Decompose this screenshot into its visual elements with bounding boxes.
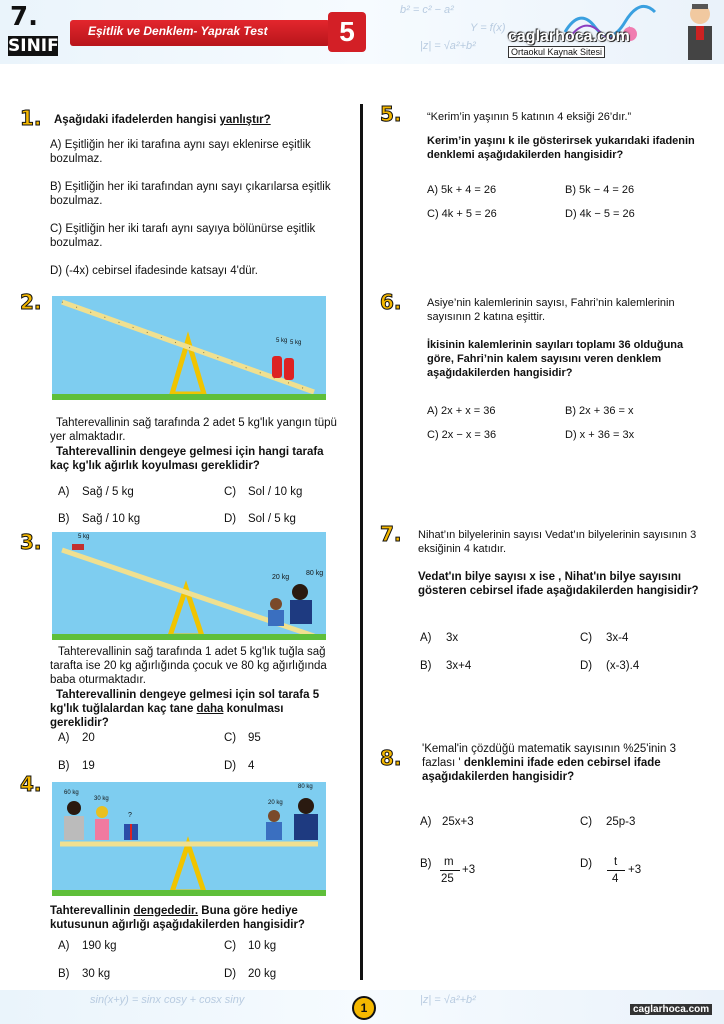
option-text: +3 [628,864,642,876]
column-divider [360,104,363,980]
weight-label: 20 kg [272,574,290,581]
option-text: 4 [248,760,255,772]
option: B) Eşitliğin her iki tarafından aynı sayı çıkarılarsa eşitlik bozulmaz. [50,181,331,207]
question-number: 2. [20,290,42,314]
option-letter: B) [58,513,70,525]
math-decoration: sin(x+y) = sinx cosy + cosx siny [90,994,245,1006]
question-text: Tahterevallinin sağ tarafında 1 adet 5 kg'lık tuğla sağ tarafta ise 20 kg ağırlığında çocuk ve 80 kg ağırlığında baba oturmaktadır. [50,646,327,686]
question-quote: “Kerim’in yaşının 5 katının 4 eksiği 26’dır.” [427,111,632,123]
option: A) 2x + x = 36 [427,405,496,417]
question-number: 7. [380,522,402,546]
math-decoration: b² = c² − a² [400,4,454,16]
option-letter: C) [224,940,237,952]
option: D) (-4x) cebirsel ifadesinde katsayı 4'dür. [50,265,259,277]
footer-site-link[interactable]: caglarhoca.com [630,1004,712,1015]
option-letter: C) [224,486,237,498]
option-letter: D) [224,968,237,980]
grade-number: 7. [10,2,38,32]
question-prompt: Tahterevallinin dengeye gelmesi için sol tarafa 5 kg'lık tuğlalardan kaç tane daha konulması gereklidir? [50,689,320,729]
option: C) 2x − x = 36 [427,429,497,441]
option-text: (x-3).4 [606,660,640,672]
seesaw-illustration [52,532,326,640]
fraction-bar [607,870,625,871]
question-prompt: Tahterevallinin dengededir. Buna göre hediye kutusunun ağırlığı aşağıdakilerden hangisidir? [50,905,305,931]
option-text: 25x+3 [442,816,474,828]
option-text: Sağ / 5 kg [82,486,134,498]
option-letter: A) [420,816,432,828]
option: A) 5k + 4 = 26 [427,184,497,196]
option-text: 3x-4 [606,632,629,644]
math-decoration: |z| = √a²+b² [420,40,476,52]
question-prompt: 'Kemal'in çözdüğü matematik sayısının %25'inin 3 fazlası ' denklemini ifade eden cebirsel ifade aşağıdakilerden hangisidir? [422,743,676,783]
question-number: 1. [20,106,42,130]
fraction-numerator: m [444,856,454,868]
question-text: Asiye’nin kalemlerinin sayısı, Fahri’nin kalemlerinin sayısının 2 katına eşittir. [427,297,675,323]
grade-label: SINIF [8,36,59,56]
page-header [0,0,724,64]
option: B) 2x + 36 = x [565,405,634,417]
option-text: 20 kg [248,968,277,980]
option-text: Sol / 5 kg [248,513,296,525]
option-letter: C) [224,732,237,744]
fraction-numerator: t [614,856,618,868]
option-letter: D) [224,513,237,525]
option-letter: B) [420,858,432,870]
weight-label: 60 kg [64,790,79,796]
option-letter: A) [58,732,70,744]
option-letter: B) [58,968,70,980]
option-text: 30 kg [82,968,111,980]
weight-label: 5 kg [78,534,90,540]
option-letter: D) [224,760,237,772]
option: C) 4k + 5 = 26 [427,208,497,220]
weight-label: 30 kg [94,796,109,802]
option: D) x + 36 = 3x [565,429,635,441]
page-number: 1 [352,996,376,1020]
option-letter: A) [58,940,70,952]
option-letter: B) [58,760,70,772]
fraction-denominator: 25 [441,873,454,885]
brand-subtitle: Ortaokul Kaynak Sitesi [508,46,605,58]
question-prompt: Vedat'ın bilye sayısı x ise , Nihat'ın bilye sayısını gösteren cebirsel ifade aşağıdakilerden hangisidir? [418,571,699,597]
question-prompt: Kerim’in yaşını k ile gösterirsek yukarıdaki ifadenin denklemi aşağıdakilerden hangisidir? [427,135,695,161]
option-text: 95 [248,732,261,744]
worksheet-title: Eşitlik ve Denklem- Yaprak Test [88,24,268,38]
teacher-avatar-icon [680,0,722,62]
brand-logo: caglarhoca.com [508,28,630,45]
weight-label: 80 kg [306,570,324,577]
question-number: 5. [380,102,402,126]
option-letter: C) [580,816,593,828]
question-number: 3. [20,530,42,554]
option-text: 25p-3 [606,816,636,828]
option: A) Eşitliğin her iki tarafına aynı sayı eklenirse eşitlik bozulmaz. [50,139,311,165]
grass [52,890,326,896]
option-text: 3x+4 [446,660,472,672]
option-letter: A) [58,486,70,498]
option-text: 19 [82,760,95,772]
option-text: 10 kg [248,940,277,952]
option-letter: A) [420,632,432,644]
question-prompt: İkisinin kalemlerinin sayıları toplamı 36 olduğuna göre, Fahri’nin kalem sayısını veren denklem aşağıdakilerden hangisidir? [427,339,684,379]
option-text: Sağ / 10 kg [82,513,141,525]
weight-label: 80 kg [298,784,313,790]
grass [52,394,326,400]
test-number: 5 [328,12,366,52]
question-number: 6. [380,290,402,314]
fraction-bar [440,870,460,871]
option-text: 190 kg [82,940,117,952]
option-letter: D) [580,858,593,870]
option-letter: B) [420,660,432,672]
weight-label: 20 kg [268,800,283,806]
question-number: 8. [380,746,402,770]
weight-label: 5 kg [276,338,288,344]
option: D) 4k − 5 = 26 [565,208,635,220]
question-prompt: Tahterevallinin dengeye gelmesi için hangi tarafa kaç kg'lık ağırlık koyulması gereklidir? [50,446,324,472]
option: C) Eşitliğin her iki tarafı aynı sayıya bölünürse eşitlik bozulmaz. [50,223,316,249]
option: B) 5k − 4 = 26 [565,184,635,196]
option-text: Sol / 10 kg [248,486,303,498]
option-text: 3x [446,632,459,644]
grass [52,634,326,640]
option-letter: C) [580,632,593,644]
question-number: 4. [20,772,42,796]
option-text: 20 [82,732,95,744]
weight-label: ? [128,812,132,819]
question-text: Tahterevallinin sağ tarafında 2 adet 5 kg'lık yangın tüpü yer almaktadır. [50,417,337,443]
question-text: Nihat’ın bilyelerinin sayısı Vedat’ın bilyelerinin sayısının 3 eksiğinin 4 katıdır. [418,529,697,555]
seesaw-illustration [52,782,326,896]
question-prompt: Aşağıdaki ifadelerden hangisi yanlıştır? [54,114,271,126]
option-letter: D) [580,660,593,672]
math-decoration: Y = f(x) [470,22,506,34]
weight-label: 5 kg [290,340,302,346]
math-decoration: |z| = √a²+b² [420,994,476,1006]
fraction-denominator: 4 [612,873,619,885]
option-text: +3 [462,864,476,876]
seesaw-illustration [52,296,326,400]
